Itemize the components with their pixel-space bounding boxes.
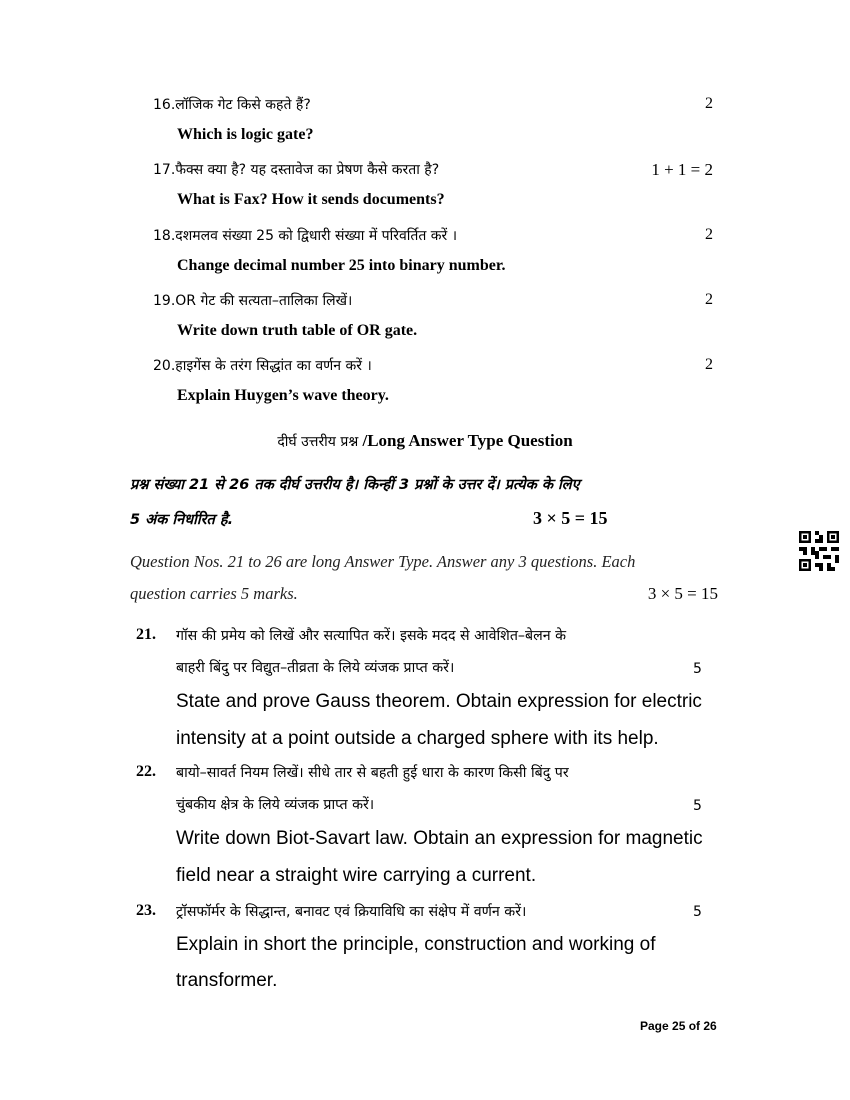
question-21-number: 21. (136, 626, 156, 643)
question-20-marks: 2 (705, 356, 713, 373)
question-23-english-line2: transformer. (176, 970, 278, 991)
question-18 (153, 226, 723, 275)
question-17-english: What is Fax? How it sends documents? (177, 191, 445, 208)
question-22-english-line2: field near a straight wire carrying a current. (176, 865, 537, 886)
question-18-hindi: 18.दशमलव संख्या 25 को द्विधारी संख्या में परिवर्तित करें । (153, 228, 458, 244)
question-21-english-line2: intensity at a point outside a charged sphere with its help. (176, 728, 659, 749)
question-23-number: 23. (136, 902, 156, 919)
instructions-english-line2-row (130, 584, 720, 604)
question-16-marks: 2 (705, 95, 713, 112)
question-22-hindi-line2: चुंबकीय क्षेत्र के लिये व्यंजक प्राप्त करें। (176, 797, 375, 813)
question-20-english: Explain Huygen’s wave theory. (177, 387, 389, 404)
instructions-hindi-line2-row (130, 509, 720, 529)
question-17-marks: 1 + 1 = 2 (651, 160, 713, 179)
page-number: Page 25 of 26 (640, 1019, 717, 1033)
qr-code-icon (799, 531, 839, 571)
instructions-english-line1: Question Nos. 21 to 26 are long Answer Type. Answer any 3 questions. Each (130, 552, 636, 571)
question-19-marks: 2 (705, 291, 713, 308)
section-heading (0, 431, 850, 451)
section-heading-hindi: दीर्घ उत्तरीय प्रश्न (277, 434, 359, 450)
question-23-hindi-line1: ट्रॉसफॉर्मर के सिद्धान्त, बनावट एवं क्रियाविधि का संक्षेप में वर्णन करें। (176, 904, 527, 920)
question-19-hindi: 19.OR गेट की सत्यता–तालिका लिखें। (153, 293, 353, 309)
question-21-hindi-line1: गॉस की प्रमेय को लिखें और सत्यापित करें। इसके मदद से आवेशित–बेलन के (176, 628, 566, 644)
question-23-english-line1: Explain in short the principle, construction and working of (176, 934, 656, 955)
instructions-hindi-line1: प्रश्न संख्या 21 से 26 तक दीर्घ उत्तरीय है। किन्हीं 3 प्रश्नों के उत्तर दें। प्रत्येक के लिए (130, 477, 580, 493)
question-22-english-line1: Write down Biot-Savart law. Obtain an expression for magnetic (176, 828, 703, 849)
question-18-marks: 2 (705, 226, 713, 243)
question-18-english: Change decimal number 25 into binary number. (177, 257, 506, 274)
question-20-hindi: 20.हाइगेंस के तरंग सिद्धांत का वर्णन करें । (153, 358, 372, 374)
question-17-hindi: 17.फैक्स क्या है? यह दस्तावेज का प्रेषण कैसे करता है? (153, 162, 440, 178)
question-22-number: 22. (136, 763, 156, 780)
question-16-english: Which is logic gate? (177, 126, 314, 143)
instructions-hindi-line2: 5 अंक निर्धारित है. (130, 512, 234, 528)
question-20 (153, 356, 723, 405)
instructions-english-line2: question carries 5 marks. (130, 584, 298, 603)
question-22-marks: 5 (693, 798, 702, 814)
question-19 (153, 291, 723, 340)
question-17 (153, 160, 723, 209)
instructions-english-marks: 3 × 5 = 15 (647, 584, 718, 603)
question-16 (153, 95, 723, 144)
section-heading-english: /Long Answer Type Question (358, 431, 573, 450)
question-19-english: Write down truth table of OR gate. (177, 322, 418, 339)
instructions-hindi-marks: 3 × 5 = 15 (533, 508, 608, 528)
question-22-hindi-line1: बायो–सावर्त नियम लिखें। सीधे तार से बहती हुई धारा के कारण किसी बिंदु पर (176, 765, 569, 781)
question-21-english-line1: State and prove Gauss theorem. Obtain expression for electric (176, 691, 702, 712)
question-16-hindi: 16.लॉजिक गेट किसे कहते हैं? (153, 97, 311, 113)
question-21-hindi-line2: बाहरी बिंदु पर विद्युत–तीव्रता के लिये व्यंजक प्राप्त करें। (176, 660, 455, 676)
question-23-marks: 5 (693, 904, 702, 920)
question-21-marks: 5 (693, 661, 702, 677)
